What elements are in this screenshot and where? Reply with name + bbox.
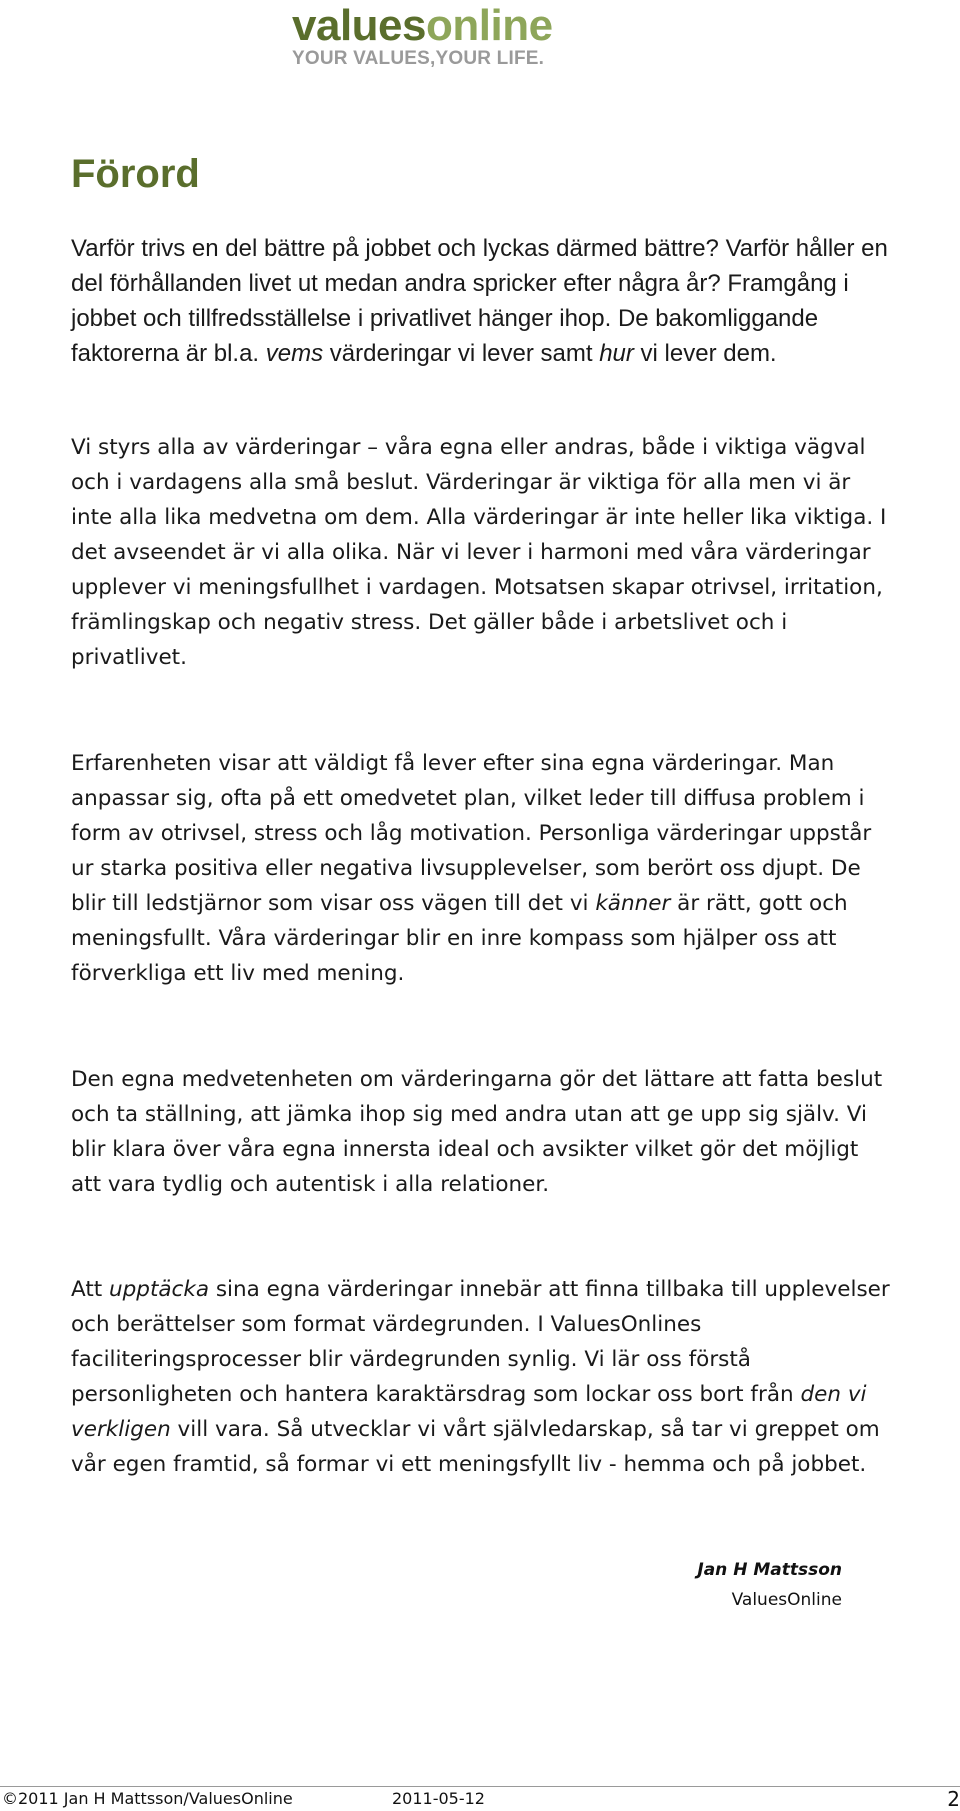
signature-name: Jan H Mattsson [697,1560,842,1580]
emphasis-text: den vi verkligen [71,1382,867,1442]
emphasis-text: upptäcka [109,1277,210,1302]
valuesonline-logo [292,2,553,70]
paragraph-4: Den egna medvetenheten om värderingarna gör det lättare att fatta beslut och ta ställning, att jämka ihop sig med andra utan att ge upp sig själv. Vi blir klara över våra egna innersta ideal och avsikter vilket gör det möjligt att vara tydlig och autentisk i alla relationer. [71,1067,883,1197]
emphasis-text: hur [599,340,634,367]
emphasis-text: känner [595,891,671,916]
footer-copyright: ©2011 Jan H Mattsson/ValuesOnline [2,1789,293,1808]
paragraph-2: Vi styrs alla av värderingar – våra egna eller andras, både i viktiga vägval och i vardagens alla små beslut. Värderingar är viktiga för alla men vi är inte alla lika medvetna om dem. Alla värderingar är inte heller lika viktiga. I det avseendet är vi alla olika. När vi lever i harmoni med våra värderingar upplever vi meningsfullhet i vardagen. Motsatsen skapar otrivsel, irritation, främlingskap och negativ stress. Det gäller både i arbetslivet och i privatlivet. [71,435,887,670]
footer-date: 2011-05-12 [392,1789,485,1808]
page-footer [0,1786,960,1810]
paragraph-intro: Varför trivs en del bättre på jobbet och lyckas därmed bättre? Varför håller en del förhållanden livet ut medan andra spricker efter några år? Framgång i jobbet och tillfredsställelse i privatlivet hänger ihop. De bakomliggande faktorerna är bl.a. vems värderingar vi lever samt hur vi lever dem. [71,235,888,367]
page-number: 2 [947,1787,960,1811]
page-title: Förord [71,152,200,196]
signature-organization: ValuesOnline [731,1590,842,1610]
logo-tagline: YOUR VALUES,YOUR LIFE. [292,48,545,69]
paragraph-3: Erfarenheten visar att väldigt få lever efter sina egna värderingar. Man anpassar sig, ofta på ett omedvetet plan, vilket leder till diffusa problem i form av otrivsel, stress och låg motivation. Personliga värderingar uppstår ur starka positiva eller negativa livsupplevelser, som berört oss djupt. De blir till ledstjärnor som visar oss vägen till det vi känner är rätt, gott och meningsfullt. Våra värderingar blir en inre kompass som hjälper oss att förverkliga ett liv med mening. [71,751,872,986]
emphasis-text: vems [265,340,324,367]
logo-word-values: values [292,1,426,50]
logo-word-online: online [425,1,553,50]
logo-wordmark [292,2,553,50]
paragraph-5: Att upptäcka sina egna värderingar innebär att finna tillbaka till upplevelser och berättelser som format värdegrunden. I ValuesOnlines faciliteringsprocesser blir värdegrunden synlig. Vi lär oss förstå personligheten och hantera karaktärsdrag som lockar oss bort från den vi verkligen vill vara. Så utvecklar vi vårt självledarskap, så tar vi greppet om vår egen framtid, så formar vi ett meningsfyllt liv - hemma och på jobbet. [71,1277,890,1477]
